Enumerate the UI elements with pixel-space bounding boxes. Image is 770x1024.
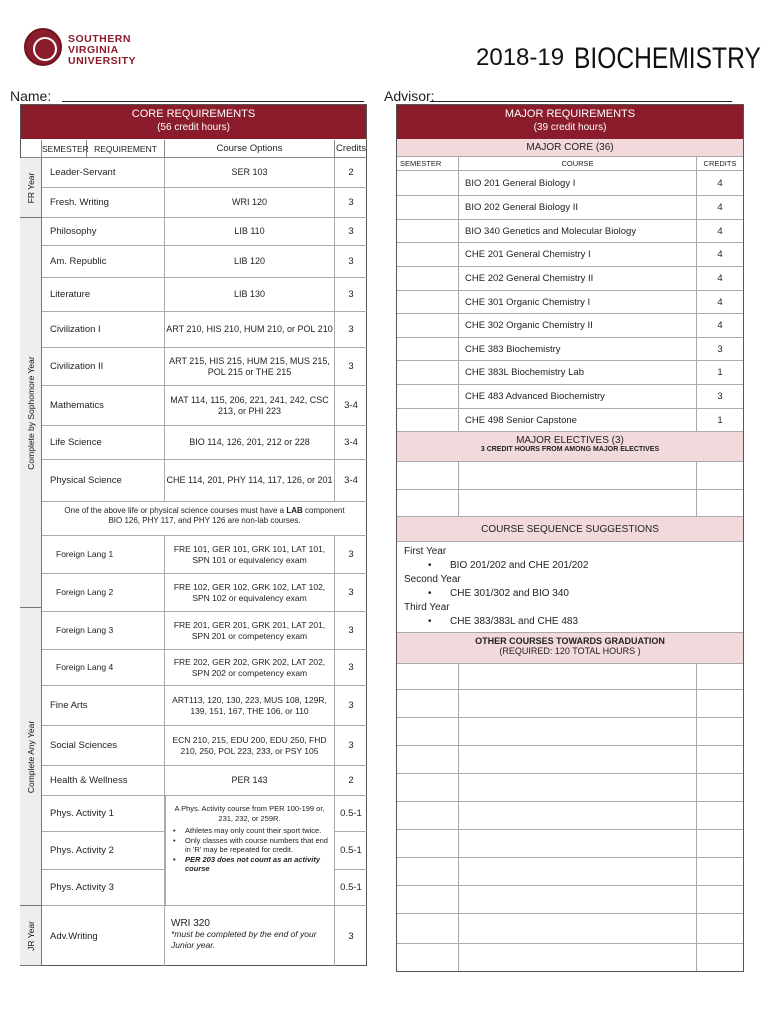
col-credits: CREDITS (703, 159, 737, 168)
requirement: Leader-Servant (42, 158, 165, 187)
semester-cell[interactable] (397, 220, 459, 242)
credits: 3 (348, 549, 354, 560)
core-row[interactable] (42, 612, 367, 650)
core-row[interactable] (42, 246, 367, 278)
col-credits: Credits (335, 140, 367, 158)
major-col-headers (397, 157, 743, 171)
credits: 3 (348, 587, 354, 598)
credits: 3 (348, 625, 354, 636)
pa-bullet-text: Athletes may only count their sport twice. (185, 826, 322, 835)
course-name: CHE 498 Senior Capstone (459, 409, 697, 431)
requirement: Mathematics (42, 386, 165, 425)
logo-line-1: SOUTHERN (68, 33, 131, 45)
requirement: Foreign Lang 4 (42, 650, 165, 685)
pa-bullet: • PER 203 does not count as an activity course (173, 854, 321, 873)
requirement: Civilization II (42, 348, 165, 385)
credits: 3-4 (344, 437, 358, 448)
credits: 3 (348, 324, 354, 335)
seq-item: • CHE 301/302 and BIO 340 (428, 588, 569, 599)
seq-year: Third Year (404, 602, 450, 613)
course-options: BIO 114, 126, 201, 212 or 228 (165, 426, 335, 459)
core-row[interactable] (42, 278, 367, 312)
requirement: Health & Wellness (42, 766, 165, 795)
core-row[interactable] (42, 218, 367, 246)
course-credits: 1 (717, 367, 723, 378)
sidebar-any-year (20, 608, 42, 906)
semester-cell[interactable] (397, 385, 459, 408)
core-row[interactable] (42, 188, 367, 218)
course-options: FRE 202, GER 202, GRK 202, LAT 202, SPN 202 or competency exam (165, 650, 335, 685)
credits: 3 (348, 289, 354, 300)
major-electives-header (397, 432, 743, 462)
course-options: SER 103 (165, 158, 335, 187)
core-row[interactable] (42, 158, 367, 188)
seq-year: First Year (404, 546, 447, 557)
requirement: Adv.Writing (42, 906, 165, 966)
core-header (21, 105, 366, 139)
major-course-row[interactable] (397, 220, 743, 243)
pa-bullet: • Only classes with course numbers that end in 'R' may be repeated for credit. (173, 835, 328, 854)
credits: 3 (348, 930, 354, 942)
course-credits: 4 (717, 225, 723, 237)
lab-note-text: One of the above life or physical science courses must have a (64, 506, 287, 515)
course-name: CHE 301 Organic Chemistry I (459, 291, 697, 313)
credits: 3 (348, 700, 354, 711)
electives-title: MAJOR ELECTIVES (3) (516, 435, 624, 446)
major-core-title: MAJOR CORE (36) (397, 139, 743, 157)
course-credits: 4 (717, 177, 723, 189)
course-options: ART113, 120, 130, 223, MUS 108, 129R, 139, 151, 167, THE 106, or 110 (165, 686, 335, 725)
col-course: COURSE (459, 157, 697, 170)
sidebar-fr-year (20, 158, 42, 218)
name-field[interactable] (62, 101, 364, 102)
other-course-row[interactable] (397, 914, 743, 944)
credits: 3 (348, 662, 354, 673)
elective-row[interactable] (397, 490, 743, 516)
course-credits: 4 (717, 273, 723, 284)
course-name: CHE 383L Biochemistry Lab (459, 361, 697, 384)
requirement: Fresh. Writing (42, 188, 165, 217)
semester-cell[interactable] (397, 196, 459, 219)
major-header (397, 105, 743, 139)
university-seal-logo (24, 28, 62, 66)
sidebar-fr-label: FR Year (25, 172, 36, 203)
elective-row[interactable] (397, 462, 743, 490)
credits: 0.5-1 (340, 845, 362, 856)
credits: 2 (348, 167, 354, 178)
course-options: LIB 110 (165, 218, 335, 245)
sidebar-jr-label: JR Year (25, 920, 36, 951)
course-name: CHE 483 Advanced Biochemistry (459, 385, 697, 408)
requirement: Phys. Activity 2 (42, 832, 165, 869)
other-course-row[interactable] (397, 944, 743, 971)
sidebar-jr-year (20, 906, 42, 966)
semester-cell[interactable] (397, 171, 459, 195)
major-course-row[interactable] (397, 409, 743, 432)
catalog-year: 2018-19 (476, 44, 565, 71)
course-options: MAT 114, 115, 206, 221, 241, 242, CSC 213, or PHI 223 (165, 386, 335, 425)
semester-cell[interactable] (397, 291, 459, 313)
seq-year: Second Year (404, 574, 461, 585)
course-options: ART 210, HIS 210, HUM 210, or POL 210 (165, 312, 335, 347)
lab-note (42, 506, 367, 536)
other-courses-title: OTHER COURSES TOWARDS GRADUATION (475, 636, 665, 646)
major-course-row[interactable] (397, 267, 743, 291)
core-row[interactable] (42, 574, 367, 612)
semester-cell[interactable] (397, 409, 459, 431)
core-credits: (56 credit hours) (157, 122, 230, 133)
adv-writing-options (165, 906, 335, 966)
core-title: CORE REQUIREMENTS (131, 108, 256, 120)
major-course-row[interactable] (397, 314, 743, 338)
credits: 0.5-1 (340, 882, 362, 893)
seq-item-text: CHE 301/302 and BIO 340 (450, 588, 569, 599)
requirement: Fine Arts (42, 686, 165, 725)
other-course-row[interactable] (397, 690, 743, 718)
logo-line-2: VIRGINIA (68, 44, 119, 56)
col-semester: SEMESTER (397, 157, 459, 170)
credits: 3 (348, 226, 354, 237)
col-course-options: Course Options (165, 140, 335, 158)
col-semester: SEMESTER (42, 140, 87, 158)
core-row[interactable] (42, 312, 367, 348)
semester-cell[interactable] (397, 267, 459, 290)
major-course-row[interactable] (397, 338, 743, 361)
course-options: WRI 120 (165, 188, 335, 217)
core-row[interactable] (42, 386, 367, 426)
other-course-row[interactable] (397, 774, 743, 802)
requirement: Literature (42, 278, 165, 311)
core-row[interactable] (42, 686, 367, 726)
other-course-row[interactable] (397, 858, 743, 886)
semester-cell[interactable] (397, 314, 459, 337)
sidebar-soph-label: Complete by Sophomore Year (25, 355, 36, 470)
phys-activity-notes (165, 796, 335, 906)
requirement: Physical Science (42, 460, 165, 501)
requirement: Phys. Activity 3 (42, 870, 165, 905)
major-course-row[interactable] (397, 196, 743, 220)
pa-bullet: • Athletes may only count their sport twice. (173, 826, 322, 835)
core-row[interactable] (42, 348, 367, 386)
name-label: Name: (10, 88, 52, 104)
credits: 3-4 (344, 475, 358, 486)
course-options: FRE 101, GER 101, GRK 101, LAT 101, SPN 101 or equivalency exam (165, 536, 335, 573)
other-course-row[interactable] (397, 802, 743, 830)
course-options: ECN 210, 215, EDU 200, EDU 250, FHD 210, 250, POL 223, 233, or PSY 105 (165, 726, 335, 765)
requirement: Foreign Lang 2 (42, 574, 165, 611)
major-req-credits: (39 credit hours) (533, 122, 607, 133)
course-options: FRE 201, GER 201, GRK 201, LAT 201, SPN 201 or competency exam (165, 612, 335, 649)
header-corner (21, 140, 42, 158)
major-title: BIOCHEMISTRY (574, 42, 761, 75)
requirement: Am. Republic (42, 246, 165, 277)
course-name: BIO 201 General Biology I (459, 171, 697, 195)
lab-note-text-2: component (302, 506, 345, 515)
seq-item: • BIO 201/202 and CHE 201/202 (428, 560, 589, 571)
major-course-row[interactable] (397, 385, 743, 409)
core-row[interactable] (42, 726, 367, 766)
other-course-row[interactable] (397, 664, 743, 690)
course-options: FRE 102, GER 102, GRK 102, LAT 102, SPN 102 or equivalency exam (165, 574, 335, 611)
lab-note-line-2: BIO 126, PHY 117, and PHY 126 are non-lab courses. (108, 516, 301, 525)
core-row[interactable] (42, 650, 367, 686)
core-row[interactable] (42, 536, 367, 574)
other-courses-header (397, 632, 743, 664)
course-sequence-header: COURSE SEQUENCE SUGGESTIONS (397, 516, 743, 542)
logo-line-3: UNIVERSITY (68, 55, 137, 67)
major-course-row[interactable] (397, 361, 743, 385)
course-credits: 4 (717, 296, 723, 308)
sidebar-sophomore (20, 218, 42, 608)
electives-sub: 3 CREDIT HOURS FROM AMONG MAJOR ELECTIVES (480, 446, 660, 453)
major-course-row[interactable] (397, 291, 743, 314)
university-wordmark (68, 34, 136, 67)
major-course-row[interactable] (397, 171, 743, 196)
semester-cell[interactable] (397, 361, 459, 384)
advisor-label: Advisor: (384, 88, 435, 104)
wri-course: WRI 320 (171, 918, 210, 929)
requirement: Phys. Activity 1 (42, 796, 165, 831)
seq-item-text: BIO 201/202 and CHE 201/202 (450, 560, 589, 571)
credits: 0.5-1 (340, 808, 362, 819)
credits: 3 (348, 197, 354, 208)
semester-cell[interactable] (397, 338, 459, 360)
lab-note-bold: LAB (286, 506, 303, 515)
core-row[interactable] (42, 426, 367, 460)
pa-intro: A Phys. Activity course from PER 100-199 or, 231, 232, or 259R. (174, 804, 325, 823)
other-course-row[interactable] (397, 746, 743, 774)
course-credits: 3 (717, 391, 723, 402)
credits: 3 (348, 361, 354, 372)
course-name: BIO 202 General Biology II (459, 196, 697, 219)
requirement: Civilization I (42, 312, 165, 347)
course-credits: 1 (717, 414, 723, 426)
requirement: Philosophy (42, 218, 165, 245)
course-credits: 4 (717, 320, 723, 331)
pa-bullet-text: Only classes with course numbers that end in 'R' may be repeated for credit. (185, 835, 328, 854)
col-requirement: REQUIREMENT (87, 140, 165, 158)
other-course-row[interactable] (397, 830, 743, 858)
credits: 3 (348, 740, 354, 751)
course-options: LIB 120 (165, 246, 335, 277)
requirement: Foreign Lang 1 (42, 536, 165, 573)
course-name: CHE 383 Biochemistry (459, 338, 697, 360)
core-row[interactable] (42, 460, 367, 502)
advisor-field[interactable] (430, 101, 732, 102)
seq-item: • CHE 383/383L and CHE 483 (428, 616, 579, 627)
course-name: CHE 302 Organic Chemistry II (459, 314, 697, 337)
other-course-row[interactable] (397, 718, 743, 746)
core-row[interactable] (42, 766, 367, 796)
credits: 3-4 (344, 400, 358, 411)
course-name: BIO 340 Genetics and Molecular Biology (459, 220, 697, 242)
course-credits: 4 (717, 202, 723, 213)
major-req-title: MAJOR REQUIREMENTS (504, 108, 636, 120)
course-name: CHE 202 General Chemistry II (459, 267, 697, 290)
course-sequence (404, 545, 734, 629)
semester-cell[interactable] (397, 243, 459, 266)
course-options: ART 215, HIS 215, HUM 215, MUS 215, POL 215 or THE 215 (165, 348, 335, 385)
course-name: CHE 201 General Chemistry I (459, 243, 697, 266)
course-options: LIB 130 (165, 278, 335, 311)
sidebar-any-label: Complete Any Year (25, 720, 36, 793)
credits: 2 (348, 775, 354, 786)
course-options: CHE 114, 201, PHY 114, 117, 126, or 201 (165, 460, 335, 501)
course-options: PER 143 (165, 766, 335, 795)
wri-note: *must be completed by the end of your Junior year. (171, 929, 317, 950)
other-courses-sub: (REQUIRED: 120 TOTAL HOURS ) (499, 646, 641, 656)
course-credits: 4 (717, 249, 723, 260)
pa-bullet-text: PER 203 does not count as an activity course (185, 854, 321, 873)
course-credits: 3 (717, 343, 723, 355)
requirement: Social Sciences (42, 726, 165, 765)
requirement: Life Science (42, 426, 165, 459)
major-course-row[interactable] (397, 243, 743, 267)
core-row[interactable] (42, 906, 367, 966)
credits: 3 (348, 256, 354, 267)
requirement: Foreign Lang 3 (42, 612, 165, 649)
seq-item-text: CHE 383/383L and CHE 483 (450, 616, 579, 627)
divider (165, 796, 166, 906)
other-course-row[interactable] (397, 886, 743, 914)
